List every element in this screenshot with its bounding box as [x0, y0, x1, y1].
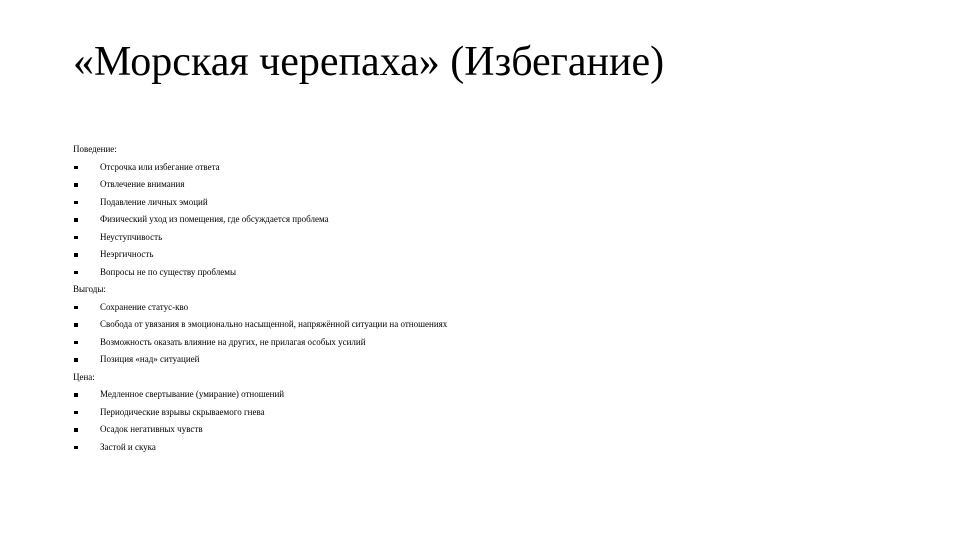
- list-item: [73, 421, 933, 439]
- list-item-text: Позиция «над» ситуацией: [100, 354, 200, 364]
- list-item-text: Периодические взрывы скрываемого гнева: [100, 406, 265, 417]
- square-bullet-icon: [74, 411, 78, 415]
- list-item: [73, 316, 933, 334]
- square-bullet-icon: [74, 446, 78, 450]
- square-bullet-icon: [74, 166, 78, 170]
- benefits-list: [73, 299, 933, 369]
- list-item-text: Отсрочка или избегание ответа: [100, 161, 220, 172]
- list-item: [73, 404, 933, 422]
- list-item-text: Неэргичность: [100, 249, 154, 259]
- list-item: [73, 351, 933, 369]
- list-item-text: Медленное свертывание (умирание) отношений: [100, 389, 285, 399]
- list-item: [73, 211, 933, 229]
- list-item: [73, 264, 933, 282]
- list-item: [73, 386, 933, 404]
- square-bullet-icon: [74, 306, 78, 310]
- square-bullet-icon: [74, 393, 78, 397]
- list-item: [73, 439, 933, 457]
- slide-title: «Морская черепаха» (Избегание): [73, 39, 665, 85]
- square-bullet-icon: [74, 341, 78, 345]
- list-item-text: Осадок негативных чувств: [100, 424, 203, 434]
- list-item-text: Застой и скука: [100, 441, 156, 452]
- list-item-text: Свобода от увязания в эмоционально насыщенной, напряжённой ситуации на отношениях: [100, 319, 448, 329]
- list-item-text: Подавление личных эмоций: [100, 196, 208, 207]
- list-item: [73, 229, 933, 247]
- section-label-behavior: Поведение:: [73, 144, 117, 154]
- list-item: [73, 159, 933, 177]
- list-item-text: Вопросы не по существу проблемы: [100, 266, 237, 277]
- list-item: [73, 194, 933, 212]
- list-item-text: Неуступчивость: [100, 231, 163, 242]
- square-bullet-icon: [74, 253, 78, 257]
- list-item-text: Сохранение статус-кво: [100, 301, 189, 312]
- section-label-benefits: Выгоды:: [73, 284, 106, 294]
- list-item-text: Возможность оказать влияние на других, не прилагая особых усилий: [100, 336, 366, 347]
- behavior-list: [73, 159, 933, 282]
- list-item: [73, 176, 933, 194]
- square-bullet-icon: [74, 183, 78, 187]
- square-bullet-icon: [74, 236, 78, 240]
- list-item: [73, 334, 933, 352]
- list-item: [73, 299, 933, 317]
- slide-content: [73, 141, 933, 456]
- list-item-text: Физический уход из помещения, где обсуждается проблема: [100, 214, 329, 224]
- cost-list: [73, 386, 933, 456]
- square-bullet-icon: [74, 201, 78, 205]
- list-item: [73, 246, 933, 264]
- list-item-text: Отвлечение внимания: [100, 179, 185, 189]
- square-bullet-icon: [74, 271, 78, 275]
- section-label-cost: Цена:: [73, 371, 95, 382]
- square-bullet-icon: [74, 323, 78, 327]
- square-bullet-icon: [74, 358, 78, 362]
- square-bullet-icon: [74, 428, 78, 432]
- square-bullet-icon: [74, 218, 78, 222]
